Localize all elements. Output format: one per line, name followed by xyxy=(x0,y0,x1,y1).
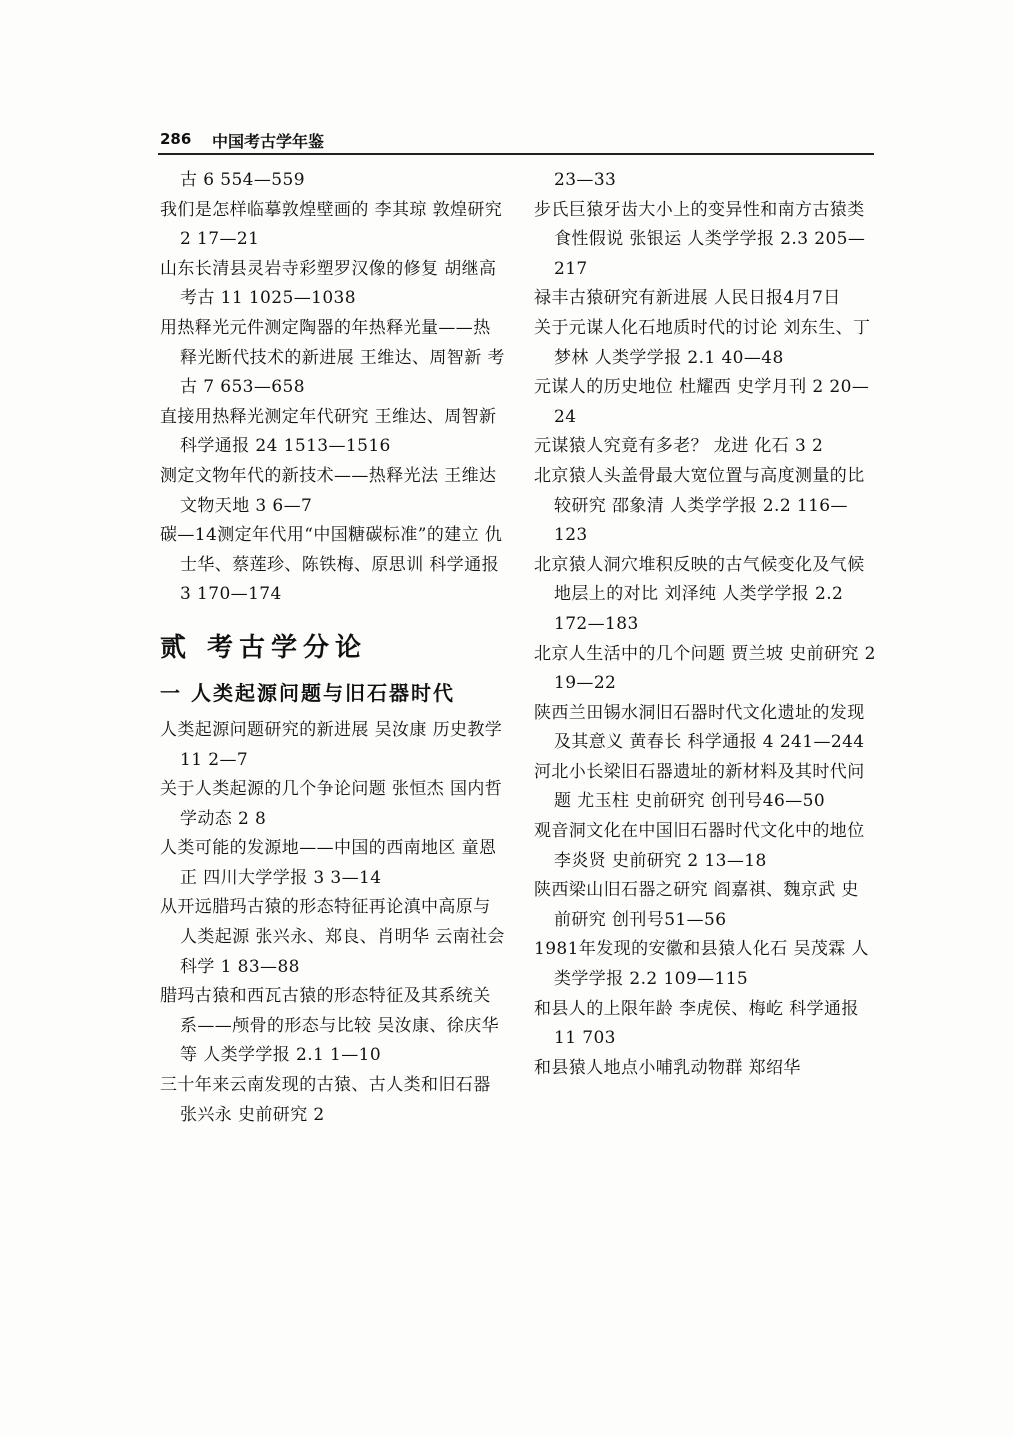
bibliography-entry: 关于人类起源的几个争论问题 张恒杰 国内哲学动态 2 8 xyxy=(160,779,503,829)
book-title: 中国考古学年鉴 xyxy=(212,132,325,151)
bibliography-entry: 腊玛古猿和西瓦古猿的形态特征及其系统关系——颅骨的形态与比较 吴汝康、徐庆华等 人类学学报 2.1 1—10 xyxy=(160,986,500,1066)
bibliography-entry: 陕西梁山旧石器之研究 阎嘉祺、魏京武 史前研究 创刊号51—56 xyxy=(534,880,859,930)
bibliography-entry: 人类可能的发源地——中国的西南地区 童恩正 四川大学学报 3 3—14 xyxy=(160,838,497,888)
bibliography-entry: 关于元谋人化石地质时代的讨论 刘东生、丁梦林 人类学学报 2.1 40—48 xyxy=(534,317,871,368)
bibliography-entry: 元谋猿人究竟有多老？ 龙进 化石 3 2 xyxy=(534,436,824,457)
bibliography-entry: 人类起源问题研究的新进展 吴汝康 历史教学 11 2—7 xyxy=(160,719,503,770)
left-column xyxy=(160,166,505,1130)
header-rule xyxy=(158,153,874,155)
page-header xyxy=(160,130,872,150)
entry-continuation: 23—33 xyxy=(554,170,617,190)
bibliography-entry: 测定文物年代的新技术——热释光法 王维达 文物天地 3 6—7 xyxy=(160,465,497,516)
bibliography-entry: 和县猿人地点小哺乳动物群 郑绍华 xyxy=(534,1057,801,1078)
section-title: 贰 考古学分论 xyxy=(160,632,368,663)
page-number: 286 xyxy=(160,130,192,148)
bibliography-entry: 我们是怎样临摹敦煌壁画的 李其琼 敦煌研究 2 17—21 xyxy=(160,199,503,250)
bibliography-entry: 山东长清县灵岩寺彩塑罗汉像的修复 胡继高 考古 11 1025—1038 xyxy=(160,258,497,309)
bibliography-entry: 陕西兰田锡水洞旧石器时代文化遗址的发现及其意义 黄春长 科学通报 4 241—244 xyxy=(534,702,865,753)
right-column xyxy=(534,166,876,1083)
bibliography-entry: 1981年发现的安徽和县猿人化石 吴茂霖 人类学学报 2.2 109—115 xyxy=(534,939,869,990)
subsection-title: 一 人类起源问题与旧石器时代 xyxy=(160,680,455,705)
bibliography-entry: 直接用热释光测定年代研究 王维达、周智新 科学通报 24 1513—1516 xyxy=(160,406,497,457)
bibliography-entry: 北京猿人洞穴堆积反映的古气候变化及气候地层上的对比 刘泽纯 人类学学报 2.2 172—183 xyxy=(534,554,865,634)
bibliography-entry: 河北小长梁旧石器遗址的新材料及其时代问题 尤玉柱 史前研究 创刊号46—50 xyxy=(534,761,865,812)
bibliography-entry: 三十年来云南发现的古猿、古人类和旧石器 张兴永 史前研究 2 xyxy=(160,1075,491,1125)
bibliography-entry: 北京人生活中的几个问题 贾兰坡 史前研究 2 19—22 xyxy=(534,643,876,694)
bibliography-entry: 和县人的上限年龄 李虎侯、梅屹 科学通报 11 703 xyxy=(534,998,859,1049)
bibliography-entry: 步氏巨猿牙齿大小上的变异性和南方古猿类食性假说 张银运 人类学学报 2.3 205—217 xyxy=(534,199,866,279)
bibliography-entry: 用热释光元件测定陶器的年热释光量——热释光断代技术的新进展 王维达、周智新 考古 7 653—658 xyxy=(160,317,505,398)
bibliography-entry: 从开远腊玛古猿的形态特征再论滇中高原与人类起源 张兴永、郑良、肖明华 云南社会科学 1 83—88 xyxy=(160,897,505,977)
bibliography-entry: 观音洞文化在中国旧石器时代文化中的地位 李炎贤 史前研究 2 13—18 xyxy=(534,821,865,871)
bibliography-entry: 古 6 554—559 xyxy=(180,170,305,190)
bibliography-entry: 元谋人的历史地位 杜耀西 史学月刊 2 20—24 xyxy=(534,377,870,427)
bibliography-entry: 碳—14测定年代用“中国糖碳标准”的建立 仇士华、蔡莲珍、陈铁梅、原思训 科学通报 3 170—174 xyxy=(160,525,503,605)
bibliography-entry: 禄丰古猿研究有新进展 人民日报4月7日 xyxy=(534,288,841,309)
bibliography-entry: 北京猿人头盖骨最大宽位置与高度测量的比较研究 邵象清 人类学学报 2.2 116—123 xyxy=(534,465,865,546)
